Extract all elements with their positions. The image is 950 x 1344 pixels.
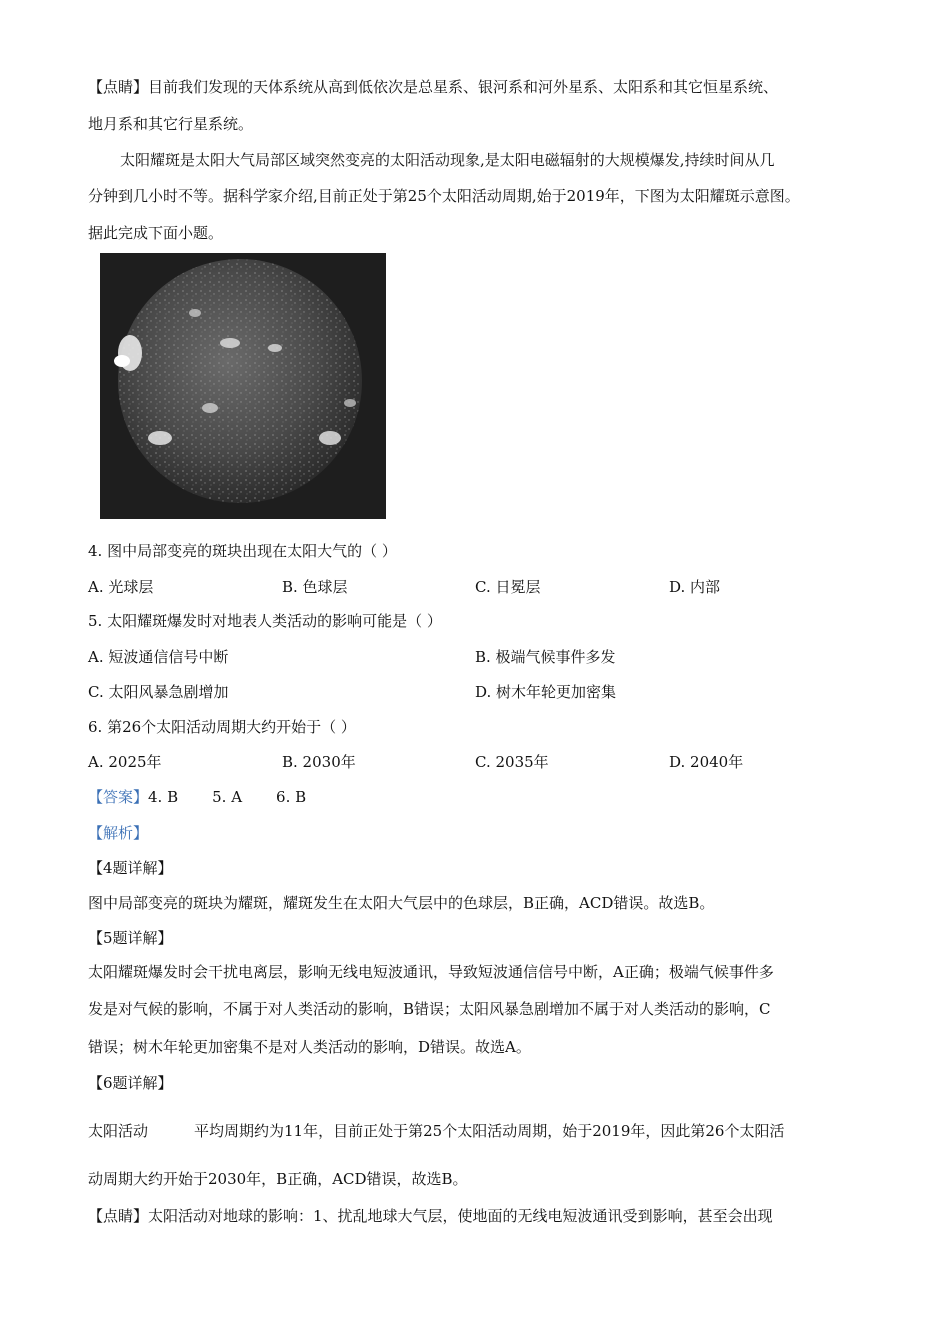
question-6-option-a[interactable]: A. 2025年	[88, 753, 162, 771]
solar-flare-image	[100, 253, 386, 519]
question-4-stem: 4. 图中局部变亮的斑块出现在太阳大气的（ ）	[88, 542, 397, 560]
detail-6-text: 平均周期约为11年，目前正处于第25个太阳活动周期，始于2019年，因此第26个太阳活	[194, 1122, 785, 1140]
detail-5-line-2: 发是对气候的影响，不属于对人类活动的影响，B错误；太阳风暴急剧增加不属于对人类活动的影响，C	[88, 1000, 771, 1018]
detail-5-line-1: 太阳耀斑爆发时会干扰电离层，影响无线电短波通讯，导致短波通信信号中断，A正确；极端气候事件多	[88, 963, 774, 981]
dianjing-label: 【点睛】	[88, 78, 149, 96]
dianjing-paragraph-1	[88, 77, 778, 97]
dianjing-label-2: 【点睛】	[88, 1207, 149, 1225]
question-4-option-c[interactable]: C. 日冕层	[475, 578, 541, 596]
question-5-option-a[interactable]: A. 短波通信信号中断	[88, 648, 229, 666]
question-6-option-b[interactable]: B. 2030年	[282, 753, 356, 771]
question-4-option-a[interactable]: A. 光球层	[88, 578, 154, 596]
passage-line-2: 分钟到几小时不等。据科学家介绍,目前正处于第25个太阳活动周期,始于2019年，下图为太阳耀斑示意图。	[88, 187, 800, 205]
dianjing-text-2: 太阳活动对地球的影响：1、扰乱地球大气层，使地面的无线电短波通讯受到影响，甚至会出现	[148, 1207, 773, 1225]
question-5-option-d[interactable]: D. 树木年轮更加密集	[475, 683, 617, 701]
detail-6-line-2: 动周期大约开始于2030年，B正确，ACD错误，故选B。	[88, 1170, 468, 1188]
question-6-stem: 6. 第26个太阳活动周期大约开始于（ ）	[88, 718, 356, 736]
detail-4-text: 图中局部变亮的斑块为耀斑，耀斑发生在太阳大气层中的色球层，B正确，ACD错误。故选B。	[88, 894, 715, 912]
detail-6-term: 太阳活动	[88, 1122, 149, 1140]
question-6-option-d[interactable]: D. 2040年	[669, 753, 744, 771]
answer-item-4: 4. B	[148, 788, 179, 806]
passage-line-1: 太阳耀斑是太阳大气局部区域突然变亮的太阳活动现象,是太阳电磁辐射的大规模爆发,持续时间从几	[120, 151, 775, 169]
question-5-option-b[interactable]: B. 极端气候事件多发	[475, 648, 616, 666]
answer-item-6: 6. B	[276, 788, 307, 806]
passage-line-3: 据此完成下面小题。	[88, 224, 224, 242]
question-5-option-c[interactable]: C. 太阳风暴急剧增加	[88, 683, 229, 701]
answer-line	[88, 787, 306, 807]
dianjing-text: 目前我们发现的天体系统从高到低依次是总星系、银河系和河外星系、太阳系和其它恒星系统、	[148, 78, 779, 96]
analysis-label: 【解析】	[88, 824, 149, 842]
dianjing-paragraph-2	[88, 1206, 773, 1226]
answer-label: 【答案】	[88, 788, 149, 806]
question-5-stem: 5. 太阳耀斑爆发时对地表人类活动的影响可能是（ ）	[88, 612, 442, 630]
question-4-option-b[interactable]: B. 色球层	[282, 578, 348, 596]
detail-4-title: 【4题详解】	[88, 859, 173, 877]
question-6-option-c[interactable]: C. 2035年	[475, 753, 549, 771]
answer-item-5: 5. A	[212, 788, 243, 806]
detail-5-title: 【5题详解】	[88, 929, 173, 947]
question-4-option-d[interactable]: D. 内部	[669, 578, 721, 596]
detail-6-title: 【6题详解】	[88, 1074, 173, 1092]
dianjing-paragraph-1-line2: 地月系和其它行星系统。	[88, 115, 254, 133]
detail-5-line-3: 错误；树木年轮更加密集不是对人类活动的影响，D错误。故选A。	[88, 1038, 531, 1056]
detail-6-line-1	[88, 1121, 784, 1141]
